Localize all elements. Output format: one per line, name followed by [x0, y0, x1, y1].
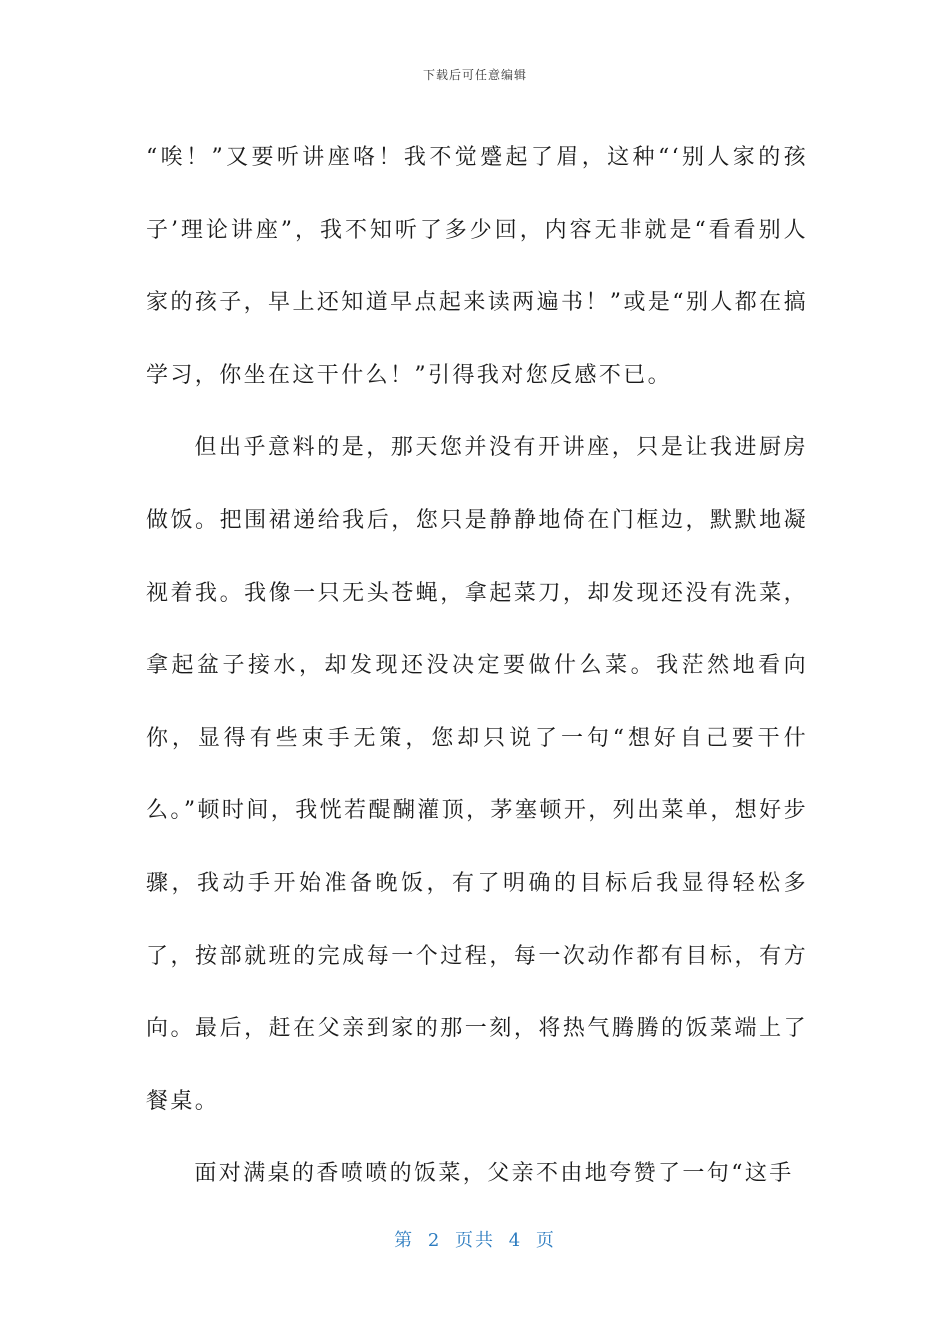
paragraph-1: “唉！”又要听讲座咯！我不觉蹙起了眉，这种“‘别人家的孩子’理论讲座”，我不知听了多少回，内容无非就是“看看别人家的孩子，早上还知道早点起来读两遍书！”或是“别人都在搞学习，你坐在这干什么！”引得我对您反感不已。 [146, 145, 808, 388]
body-text [146, 122, 808, 1211]
page-header: 下载后可任意编辑 [422, 68, 527, 82]
paragraph-3: 面对满桌的香喷喷的饭菜，父亲不由地夸赞了一句“这手 [194, 1161, 794, 1187]
paragraph-2: 但出乎意料的是，那天您并没有开讲座，只是让我进厨房做饭。把围裙递给我后，您只是静静地倚在门框边，默默地凝视着我。我像一只无头苍蝇，拿起菜刀，却发现还没有洗菜，拿起盆子接水，却发现还没决定要做什么菜。我茫然地看向你，显得有些束手无策，您却只说了一句“想好自己要干什么。”顿时间，我恍若醍醐灌顶，茅塞顿开，列出菜单，想好步骤，我动手开始准备晚饭，有了明确的目标后我显得轻松多了，按部就班的完成每一个过程，每一次动作都有目标，有方向。最后，赶在父亲到家的那一刻，将热气腾腾的饭菜端上了餐桌。 [146, 435, 808, 1114]
page-number-footer: 第 2 页共 4 页 [394, 1230, 556, 1251]
